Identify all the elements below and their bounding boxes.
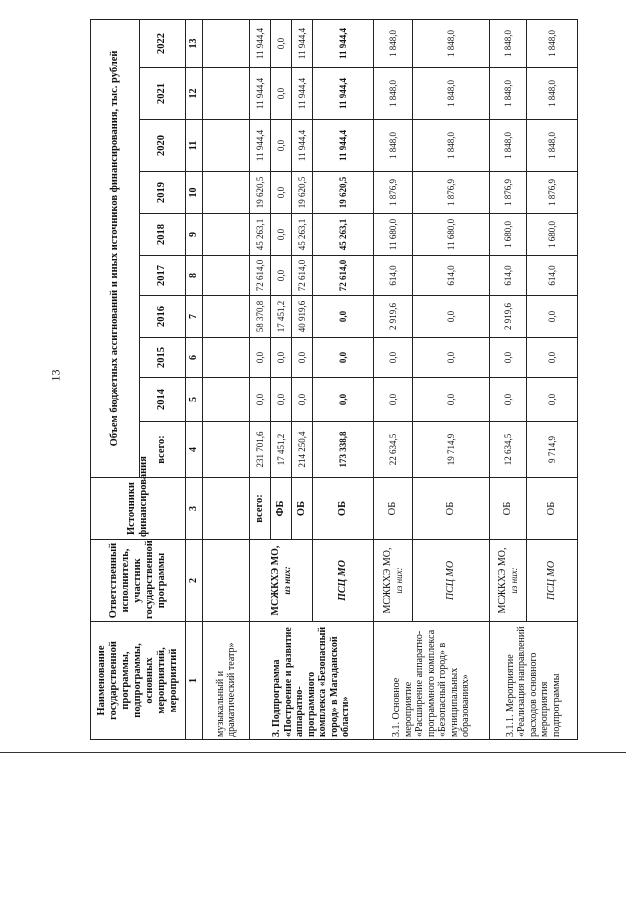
value-cell: 72 614,0 [313,256,374,296]
header-name: Наименование государственной программы, подпрограммы, основных мероприятий, мероприятий [91,622,186,740]
measure-3-1-row [374,19,413,739]
value-cell: 1 848,0 [490,68,527,120]
source-cell: ФБ [271,478,292,540]
header-year: 2016 [140,296,186,338]
header-year: 2019 [140,172,186,214]
value-cell: 0,0 [250,338,271,378]
value-cell: 0,0 [527,296,578,338]
value-cell: 0,0 [374,338,413,378]
index-cell: 5 [186,378,203,422]
value-cell: 0,0 [271,378,292,422]
subprogram-executor-label: МСЖКХЭ МО, [270,545,282,616]
index-cell: 3 [186,478,203,540]
value-cell: 0,0 [413,338,490,378]
value-cell: 231 701,6 [250,422,271,478]
value-cell: 2 919,6 [374,296,413,338]
value-cell: 11 680,0 [374,214,413,256]
value-cell: 0,0 [250,378,271,422]
value-cell: 614,0 [527,256,578,296]
value-cell: 72 614,0 [292,256,313,296]
value-cell: 72 614,0 [250,256,271,296]
source-cell: всего: [250,478,271,540]
value-cell: 11 680,0 [413,214,490,256]
header-year: 2021 [140,68,186,120]
rotated-table-container [90,20,562,740]
source-cell: ОБ [413,478,490,540]
subprogram-executor [250,540,313,622]
index-cell: 2 [186,540,203,622]
source-cell: ОБ [313,478,374,540]
value-cell: 1 680,0 [490,214,527,256]
value-cell: 0,0 [292,338,313,378]
index-cell: 12 [186,68,203,120]
source-cell: ОБ [292,478,313,540]
header-year: 2020 [140,120,186,172]
value-cell: 45 263,1 [250,214,271,256]
value-cell: 0,0 [271,338,292,378]
value-cell: 11 944,4 [250,120,271,172]
continuation-name: музыкальный и драматический театр» [203,622,250,740]
value-cell: 11 944,4 [292,68,313,120]
index-cell: 7 [186,296,203,338]
value-cell: 0,0 [292,378,313,422]
source-cell: ОБ [527,478,578,540]
value-cell: 0,0 [271,214,292,256]
source-cell: ОБ [490,478,527,540]
value-cell: 19 620,5 [250,172,271,214]
value-cell: 19 620,5 [292,172,313,214]
header-volume: Объем бюджетных ассигнований и иных источников финансирования, тыс. рублей [91,19,140,477]
value-cell: 2 919,6 [490,296,527,338]
index-cell: 13 [186,19,203,67]
measure-3-1-executor-note: из них: [393,567,404,594]
value-cell: 1 848,0 [413,68,490,120]
value-cell: 614,0 [413,256,490,296]
header-row-1 [91,19,140,739]
value-cell: 0,0 [490,378,527,422]
value-cell: 11 944,4 [250,68,271,120]
value-cell: 1 848,0 [374,19,413,67]
continuation-row [203,19,250,739]
value-cell: 40 919,6 [292,296,313,338]
header-year: 2014 [140,378,186,422]
value-cell: 0,0 [527,338,578,378]
value-cell: 1 848,0 [527,120,578,172]
value-cell: 11 944,4 [313,68,374,120]
measure-3-1-1-row [490,19,527,739]
index-cell: 8 [186,256,203,296]
subprogram-name: 3. Подпрограмма «Построение и развитие аппаратно-программного комплекса «Безопасный город» в Магаданской области» [250,622,374,740]
value-cell: 1 848,0 [490,19,527,67]
index-cell: 4 [186,422,203,478]
value-cell: 0,0 [313,378,374,422]
value-cell: 19 714,9 [413,422,490,478]
index-cell: 1 [186,622,203,740]
page-number: 13 [48,369,63,382]
value-cell: 19 620,5 [313,172,374,214]
value-cell: 0,0 [413,378,490,422]
measure-3-1-1-executor-label: МСЖКХЭ МО, [497,547,509,614]
value-cell: 0,0 [271,19,292,67]
measure-3-1-executor [374,540,413,622]
value-cell: 17 451,2 [271,296,292,338]
value-cell: 17 451,2 [271,422,292,478]
value-cell: 45 263,1 [313,214,374,256]
value-cell: 0,0 [527,378,578,422]
value-cell: 0,0 [490,338,527,378]
value-cell: 9 714,9 [527,422,578,478]
value-cell: 0,0 [271,172,292,214]
header-total: всего: [140,422,186,478]
value-cell: 0,0 [271,120,292,172]
value-cell: 1 680,0 [527,214,578,256]
value-cell: 0,0 [413,296,490,338]
value-cell: 11 944,4 [292,120,313,172]
value-cell: 173 338,8 [313,422,374,478]
value-cell: 11 944,4 [250,19,271,67]
value-cell: 1 848,0 [490,120,527,172]
measure-3-1-psc-executor: ПСЦ МО [413,540,490,622]
value-cell: 1 848,0 [527,19,578,67]
page-divider-line [0,752,626,753]
value-cell: 45 263,1 [292,214,313,256]
value-cell: 1 848,0 [374,68,413,120]
measure-3-1-1-executor [490,540,527,622]
subprogram-executor-note: из них: [281,566,292,595]
source-cell: ОБ [374,478,413,540]
value-cell: 1 876,9 [490,172,527,214]
header-year: 2022 [140,19,186,67]
measure-3-1-1-executor-note: из них: [508,567,519,594]
measure-3-1-executor-label: МСЖКХЭ МО, [382,547,394,614]
header-year: 2017 [140,256,186,296]
value-cell: 1 876,9 [527,172,578,214]
value-cell: 0,0 [313,296,374,338]
value-cell: 614,0 [490,256,527,296]
index-cell: 9 [186,214,203,256]
value-cell: 11 944,4 [292,19,313,67]
value-cell: 11 944,4 [313,19,374,67]
value-cell: 1 876,9 [374,172,413,214]
measure-3-1-1-psc-executor: ПСЦ МО [527,540,578,622]
value-cell: 0,0 [374,378,413,422]
value-cell: 1 848,0 [527,68,578,120]
measure-3-1-1-name: 3.1.1. Мероприятие «Реализация направлений расходов основного мероприятия подпрограммы [490,622,578,740]
header-year: 2015 [140,338,186,378]
value-cell: 1 848,0 [413,120,490,172]
header-source: Источники финансирования [91,478,186,540]
subprogram-psc-executor: ПСЦ МО [313,540,374,622]
index-cell: 11 [186,120,203,172]
value-cell: 11 944,4 [313,120,374,172]
value-cell: 614,0 [374,256,413,296]
measure-3-1-name: 3.1. Основное мероприятие «Расширение аппаратно-программного комплекса «Безопасный город» в муниципальных образованиях» [374,622,490,740]
value-cell: 1 876,9 [413,172,490,214]
value-cell: 22 634,5 [374,422,413,478]
budget-table [90,19,578,740]
value-cell: 58 370,8 [250,296,271,338]
value-cell: 12 634,5 [490,422,527,478]
value-cell: 0,0 [271,256,292,296]
index-cell: 6 [186,338,203,378]
value-cell: 0,0 [271,68,292,120]
value-cell: 0,0 [313,338,374,378]
header-year: 2018 [140,214,186,256]
value-cell: 1 848,0 [374,120,413,172]
subprogram-row-total [250,19,271,739]
value-cell: 1 848,0 [413,19,490,67]
index-cell: 10 [186,172,203,214]
index-row [186,19,203,739]
header-executor: Ответственный исполнитель, участник государственной программы [91,540,186,622]
value-cell: 214 250,4 [292,422,313,478]
